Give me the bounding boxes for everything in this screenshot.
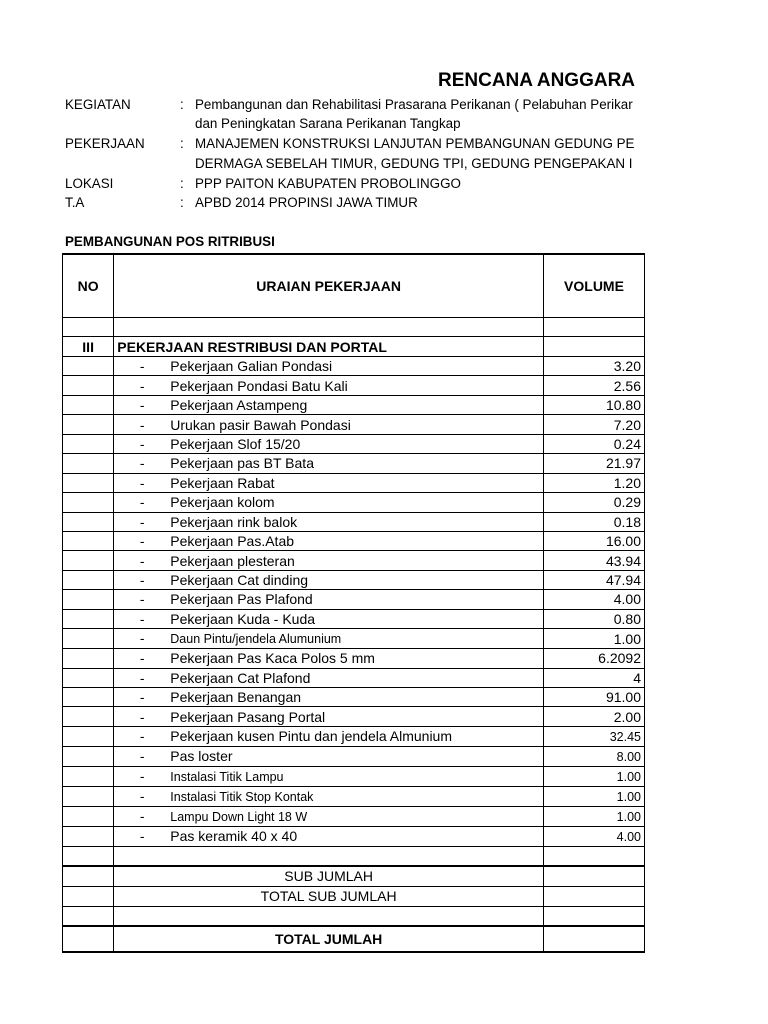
table-row <box>63 434 645 453</box>
item-dash: - <box>139 610 145 627</box>
blank-cell <box>114 846 544 866</box>
info-value-kegiatan-2: dan Peningkatan Sarana Perikanan Tangkap <box>195 116 461 131</box>
table-row <box>63 415 645 434</box>
item-volume <box>543 357 644 376</box>
item-label: Pekerjaan Pas Plafond <box>170 591 313 608</box>
item-volume-value: 91.00 <box>605 689 641 706</box>
item-no-cell <box>63 826 114 846</box>
item-uraian-cell <box>114 357 544 376</box>
item-uraian-cell <box>114 766 544 786</box>
item-label: Urukan pasir Bawah Pondasi <box>170 416 351 433</box>
info-label-kegiatan: KEGIATAN <box>65 97 131 112</box>
item-dash: - <box>139 650 145 667</box>
item-volume <box>543 649 644 668</box>
info-label-pekerjaan: PEKERJAAN <box>65 136 145 151</box>
info-value-ta: APBD 2014 PROPINSI JAWA TIMUR <box>195 195 418 210</box>
item-no-cell <box>63 766 114 786</box>
item-label: Pekerjaan kusen Pintu dan jendela Almunium <box>170 728 453 745</box>
item-dash: - <box>139 358 145 375</box>
blank-cell <box>63 866 114 887</box>
item-no-cell <box>63 415 114 434</box>
item-uraian-cell <box>114 493 544 512</box>
item-dash: - <box>139 669 145 686</box>
table-blank-row <box>63 318 645 337</box>
table-row <box>63 786 645 806</box>
table-row <box>63 726 645 746</box>
item-volume-value: 0.80 <box>613 610 641 627</box>
item-volume-value: 7.20 <box>613 416 641 433</box>
item-no-cell <box>63 531 114 550</box>
item-dash: - <box>139 748 145 765</box>
item-no-cell <box>63 357 114 376</box>
item-label: Pekerjaan kolom <box>170 494 275 511</box>
item-volume <box>543 473 644 492</box>
blank-cell <box>543 846 644 866</box>
item-no-cell <box>63 376 114 395</box>
info-value-pekerjaan-2: DERMAGA SEBELAH TIMUR, GEDUNG TPI, GEDUNG PENGEPAKAN I <box>195 156 633 171</box>
item-volume <box>543 454 644 473</box>
info-label-ta: T.A <box>65 195 85 210</box>
header-no: NO <box>63 254 114 318</box>
item-uraian-cell <box>114 609 544 628</box>
table-blank-row <box>63 906 645 926</box>
item-label: Pekerjaan plesteran <box>170 552 295 569</box>
item-label: Pekerjaan Rabat <box>170 474 275 491</box>
item-dash: - <box>139 455 145 472</box>
item-volume <box>543 629 644 649</box>
item-label: Pekerjaan Pondasi Batu Kali <box>170 377 348 394</box>
table-row <box>63 806 645 826</box>
item-volume <box>543 806 644 826</box>
item-volume-value: 2.00 <box>613 708 641 725</box>
item-dash: - <box>139 708 145 725</box>
blank-cell <box>63 846 114 866</box>
item-volume <box>543 707 644 726</box>
item-dash: - <box>139 416 145 433</box>
item-label: Pas keramik 40 x 40 <box>170 828 298 845</box>
item-volume <box>543 609 644 628</box>
blank-cell <box>543 337 644 357</box>
item-uraian-cell <box>114 512 544 531</box>
table-row <box>63 707 645 726</box>
item-uraian-cell <box>114 473 544 492</box>
document-title: RENCANA ANGGARA <box>438 70 636 91</box>
table-row <box>63 551 645 570</box>
item-label: Pekerjaan Kuda - Kuda <box>170 610 316 627</box>
item-volume-value: 2.56 <box>613 377 641 394</box>
item-volume <box>543 531 644 550</box>
item-volume-value: 1.00 <box>613 630 641 647</box>
item-volume <box>543 688 644 707</box>
item-label: Pekerjaan Benangan <box>170 689 302 706</box>
summary-row <box>63 886 645 906</box>
item-volume-value: 10.80 <box>605 397 641 414</box>
item-label: Pekerjaan Cat dinding <box>170 572 309 589</box>
info-value-pekerjaan-1: MANAJEMEN KONSTRUKSI LANJUTAN PEMBANGUNAN GEDUNG PE <box>195 136 635 151</box>
item-no-cell <box>63 726 114 746</box>
item-uraian-cell <box>114 668 544 687</box>
item-dash: - <box>139 513 145 530</box>
table-row <box>63 570 645 589</box>
table-row <box>63 395 645 414</box>
table-row <box>63 590 645 609</box>
item-label: Pekerjaan pas BT Bata <box>170 455 314 472</box>
table-row <box>63 766 645 786</box>
item-no-cell <box>63 473 114 492</box>
item-no-cell <box>63 629 114 649</box>
item-volume <box>543 826 644 846</box>
item-uraian-cell <box>114 707 544 726</box>
item-volume-value: 1.00 <box>616 809 641 824</box>
item-no-cell <box>63 786 114 806</box>
item-dash: - <box>139 435 145 452</box>
item-dash: - <box>139 630 145 647</box>
item-dash: - <box>139 474 145 491</box>
item-volume <box>543 551 644 570</box>
item-volume <box>543 746 644 766</box>
blank-cell <box>543 906 644 926</box>
item-label: Pekerjaan Astampeng <box>170 397 308 414</box>
blank-cell <box>543 318 644 337</box>
table-row <box>63 609 645 628</box>
item-volume <box>543 590 644 609</box>
blank-cell <box>63 318 114 337</box>
section-row <box>63 337 645 357</box>
table-row <box>63 473 645 492</box>
item-dash: - <box>139 828 145 845</box>
blank-cell <box>543 926 644 952</box>
item-dash: - <box>139 807 145 824</box>
item-volume-value: 4.00 <box>616 829 641 844</box>
table-row <box>63 649 645 668</box>
item-volume-value: 4 <box>633 669 641 686</box>
info-value-kegiatan-1: Pembangunan dan Rehabilitasi Prasarana Perikanan ( Pelabuhan Perikar <box>195 97 633 112</box>
header-volume: VOLUME <box>543 254 644 318</box>
item-volume <box>543 726 644 746</box>
info-colon: : <box>180 136 184 151</box>
item-dash: - <box>139 572 145 589</box>
item-volume <box>543 493 644 512</box>
item-uraian-cell <box>114 395 544 414</box>
section-no: III <box>63 337 114 357</box>
item-volume <box>543 415 644 434</box>
table-row <box>63 629 645 649</box>
item-label: Pekerjaan Pas Kaca Polos 5 mm <box>170 650 375 667</box>
item-volume-value: 4.00 <box>613 591 641 608</box>
item-no-cell <box>63 454 114 473</box>
item-dash: - <box>139 591 145 608</box>
table-row <box>63 688 645 707</box>
total-sub-jumlah-label: TOTAL SUB JUMLAH <box>114 886 544 906</box>
item-uraian-cell <box>114 786 544 806</box>
item-volume <box>543 570 644 589</box>
sub-jumlah-label: SUB JUMLAH <box>114 866 544 887</box>
item-no-cell <box>63 493 114 512</box>
item-label: Pekerjaan Galian Pondasi <box>170 358 333 375</box>
item-volume-value: 0.29 <box>613 494 641 511</box>
item-uraian-cell <box>114 688 544 707</box>
item-volume-value: 32.45 <box>609 729 641 744</box>
item-uraian-cell <box>114 629 544 649</box>
blank-cell <box>114 318 544 337</box>
table-row <box>63 826 645 846</box>
item-uraian-cell <box>114 649 544 668</box>
item-volume-value: 43.94 <box>605 552 641 569</box>
item-no-cell <box>63 570 114 589</box>
item-volume <box>543 512 644 531</box>
blank-cell <box>63 886 114 906</box>
info-label-lokasi: LOKASI <box>65 176 114 191</box>
item-volume <box>543 668 644 687</box>
item-no-cell <box>63 806 114 826</box>
item-dash: - <box>139 689 145 706</box>
item-label: Pekerjaan Slof 15/20 <box>170 435 301 452</box>
info-value-lokasi: PPP PAITON KABUPATEN PROBOLINGGO <box>195 176 461 191</box>
item-uraian-cell <box>114 826 544 846</box>
item-dash: - <box>139 377 145 394</box>
item-no-cell <box>63 688 114 707</box>
blank-cell <box>63 906 114 926</box>
blank-cell <box>543 886 644 906</box>
item-label: Pekerjaan rink balok <box>170 513 298 530</box>
item-volume-value: 0.18 <box>613 513 641 530</box>
item-uraian-cell <box>114 434 544 453</box>
section-label: PEKERJAAN RESTRIBUSI DAN PORTAL <box>114 337 544 357</box>
item-uraian-cell <box>114 551 544 570</box>
table-row <box>63 668 645 687</box>
item-no-cell <box>63 434 114 453</box>
item-no-cell <box>63 668 114 687</box>
item-uraian-cell <box>114 590 544 609</box>
item-no-cell <box>63 395 114 414</box>
item-label: Instalasi Titik Lampu <box>170 769 284 784</box>
summary-row <box>63 866 645 887</box>
item-volume-value: 21.97 <box>605 455 641 472</box>
item-uraian-cell <box>114 376 544 395</box>
item-label: Pas loster <box>170 748 233 765</box>
item-uraian-cell <box>114 454 544 473</box>
total-jumlah-label: TOTAL JUMLAH <box>114 926 544 952</box>
table-row <box>63 454 645 473</box>
item-dash: - <box>139 552 145 569</box>
item-volume <box>543 766 644 786</box>
item-label: Instalasi Titik Stop Kontak <box>170 789 314 804</box>
table-row <box>63 357 645 376</box>
item-dash: - <box>139 397 145 414</box>
table-row <box>63 512 645 531</box>
item-volume-value: 1.00 <box>616 789 641 804</box>
item-no-cell <box>63 649 114 668</box>
item-volume <box>543 434 644 453</box>
info-colon: : <box>180 176 184 191</box>
table-blank-row <box>63 846 645 866</box>
item-dash: - <box>139 533 145 550</box>
item-no-cell <box>63 512 114 531</box>
item-no-cell <box>63 707 114 726</box>
item-volume-value: 1.20 <box>613 474 641 491</box>
blank-cell <box>543 866 644 887</box>
item-dash: - <box>139 767 145 784</box>
table-row <box>63 531 645 550</box>
item-no-cell <box>63 746 114 766</box>
item-uraian-cell <box>114 415 544 434</box>
item-volume-value: 1.00 <box>616 769 641 784</box>
item-label: Lampu Down Light 18 W <box>170 809 308 824</box>
item-volume-value: 6.2092 <box>598 650 641 667</box>
item-uraian-cell <box>114 531 544 550</box>
section-title: PEMBANGUNAN POS RITRIBUSI <box>65 234 275 249</box>
item-volume-value: 16.00 <box>605 533 641 550</box>
header-uraian: URAIAN PEKERJAAN <box>114 254 544 318</box>
item-volume <box>543 376 644 395</box>
item-volume-value: 47.94 <box>605 572 641 589</box>
item-volume-value: 3.20 <box>613 358 641 375</box>
item-uraian-cell <box>114 570 544 589</box>
item-uraian-cell <box>114 806 544 826</box>
table-row <box>63 746 645 766</box>
info-colon: : <box>180 97 184 112</box>
item-uraian-cell <box>114 726 544 746</box>
table-row <box>63 376 645 395</box>
item-no-cell <box>63 551 114 570</box>
blank-cell <box>63 926 114 952</box>
info-colon: : <box>180 195 184 210</box>
item-volume-value: 8.00 <box>616 749 641 764</box>
table-row <box>63 493 645 512</box>
item-volume-value: 0.24 <box>613 435 641 452</box>
item-no-cell <box>63 609 114 628</box>
item-no-cell <box>63 590 114 609</box>
item-uraian-cell <box>114 746 544 766</box>
item-label: Daun Pintu/jendela Alumunium <box>170 632 342 647</box>
item-label: Pekerjaan Cat Plafond <box>170 669 311 686</box>
item-volume <box>543 786 644 806</box>
summary-row <box>63 926 645 952</box>
item-label: Pekerjaan Pasang Portal <box>170 708 326 725</box>
blank-cell <box>114 906 544 926</box>
rab-table <box>62 253 645 953</box>
item-dash: - <box>139 787 145 804</box>
item-dash: - <box>139 494 145 511</box>
item-label: Pekerjaan Pas.Atab <box>170 533 295 550</box>
table-header-row <box>63 254 645 318</box>
item-volume <box>543 395 644 414</box>
item-dash: - <box>139 728 145 745</box>
